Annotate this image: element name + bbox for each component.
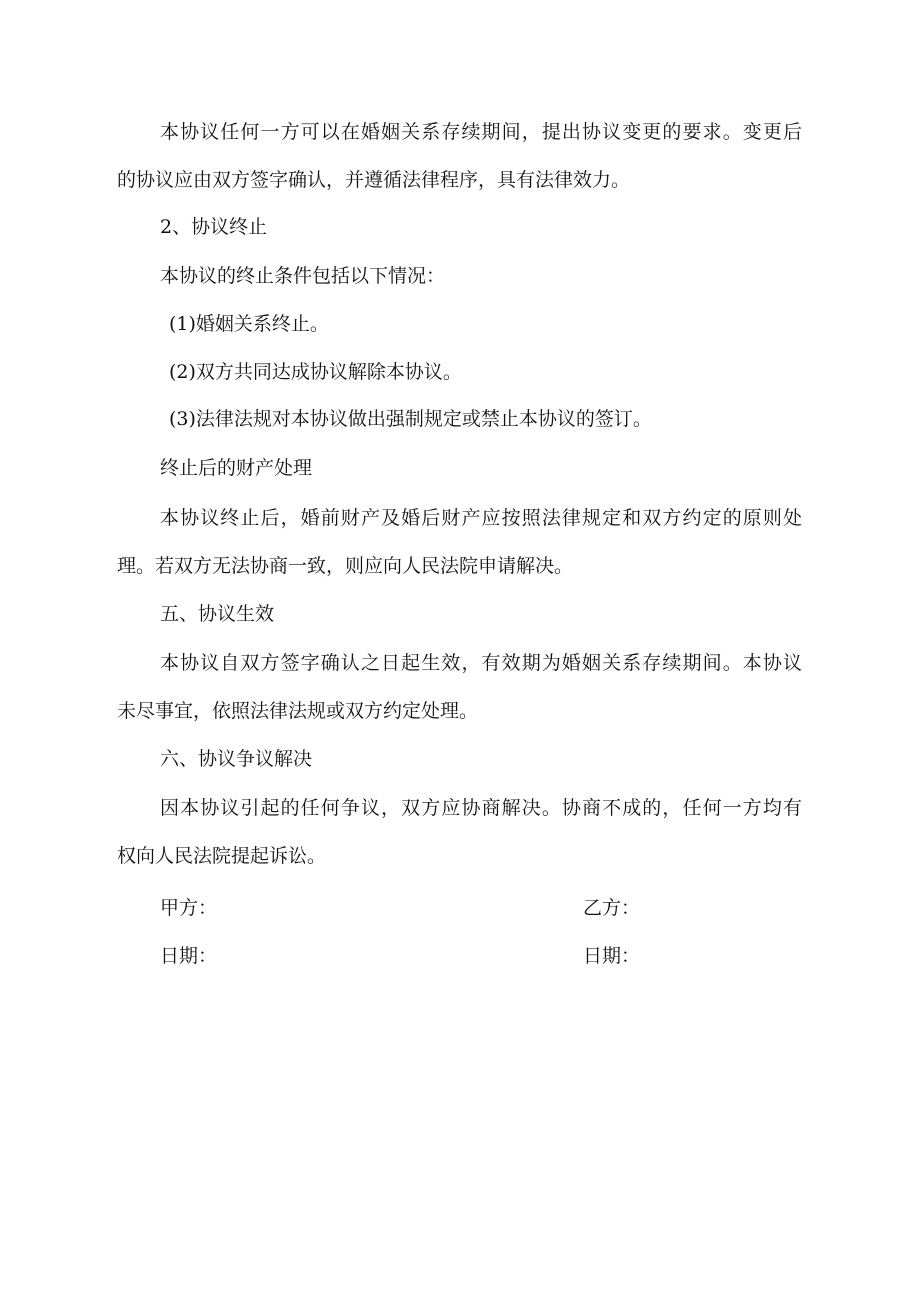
heading-effectiveness: 五、协议生效 xyxy=(160,603,275,625)
heading-property-after-termination: 终止后的财产处理 xyxy=(160,457,313,479)
paragraph-effectiveness-line-2: 未尽事宜，依照法律法规或双方约定处理。 xyxy=(117,700,479,722)
party-a-label: 甲方： xyxy=(160,897,218,919)
paragraph-dispute-line-2: 权向人民法院提起诉讼。 xyxy=(117,845,327,867)
paragraph-property-line-2: 理。若双方无法协商一致，则应向人民法院申请解决。 xyxy=(117,555,574,577)
paragraph-amendment-line-2: 的协议应由双方签字确认，并遵循法律程序，具有法律效力。 xyxy=(117,169,631,191)
heading-termination: 2、协议终止 xyxy=(160,216,268,238)
date-b-label: 日期： xyxy=(583,945,641,967)
termination-item-3: (3)法律法规对本协议做出强制规定或禁止本协议的签订。 xyxy=(169,408,652,430)
paragraph-dispute-line-1: 因本协议引起的任何争议，双方应协商解决。协商不成的，任何一方均有 xyxy=(160,797,802,819)
paragraph-amendment-line-1: 本协议任何一方可以在婚姻关系存续期间，提出协议变更的要求。变更后 xyxy=(160,121,802,143)
date-a-label: 日期： xyxy=(160,945,218,967)
termination-item-1: (1)婚姻关系终止。 xyxy=(169,313,329,335)
party-b-label: 乙方： xyxy=(583,897,641,919)
paragraph-effectiveness-line-1: 本协议自双方签字确认之日起生效，有效期为婚姻关系存续期间。本协议 xyxy=(160,652,802,674)
heading-dispute-resolution: 六、协议争议解决 xyxy=(160,748,313,770)
termination-item-2: (2)双方共同达成协议解除本协议。 xyxy=(169,361,462,383)
paragraph-property-line-1: 本协议终止后，婚前财产及婚后财产应按照法律规定和双方约定的原则处 xyxy=(160,507,802,529)
termination-intro: 本协议的终止条件包括以下情况： xyxy=(160,265,446,287)
